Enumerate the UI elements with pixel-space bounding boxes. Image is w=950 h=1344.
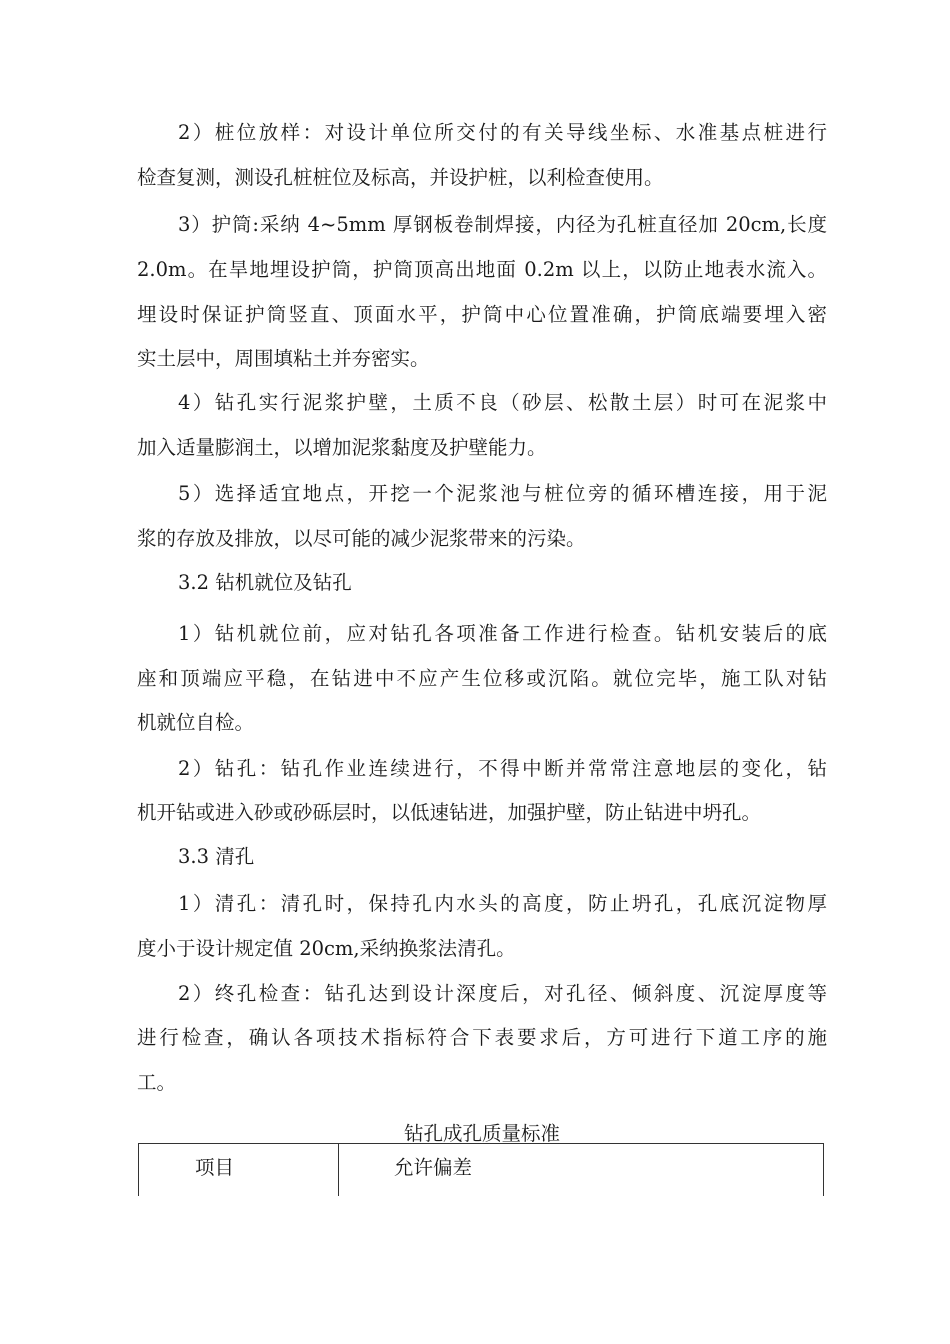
paragraph-final-inspection-line-1: 2）终孔检查：钻孔达到设计深度后，对孔径、倾斜度、沉淀厚度等 bbox=[178, 982, 827, 1005]
paragraph-final-inspection-line-3: 工。 bbox=[137, 1071, 177, 1094]
paragraph-pile-layout-line-1: 2）桩位放样：对设计单位所交付的有关导线坐标、水准基点桩进行 bbox=[178, 121, 827, 144]
paragraph-casing-line-1: 3）护筒:采纳 4~5mm 厚钢板卷制焊接，内径为孔桩直径加 20cm,长度 bbox=[178, 213, 827, 236]
paragraph-mud-wall-line-2: 加入适量膨润土，以增加泥浆黏度及护壁能力。 bbox=[137, 436, 547, 459]
table-header-item: 项目 bbox=[195, 1156, 235, 1179]
paragraph-mud-pit-line-1: 5）选择适宜地点，开挖一个泥浆池与桩位旁的循环槽连接，用于泥 bbox=[178, 482, 827, 505]
paragraph-rig-positioning-line-3: 机就位自检。 bbox=[137, 711, 255, 734]
table-column-divider bbox=[338, 1144, 339, 1196]
paragraph-casing-line-4: 实土层中，周围填粘土并夯密实。 bbox=[137, 347, 430, 370]
paragraph-drilling-line-1: 2）钻孔：钻孔作业连续进行，不得中断并常常注意地层的变化，钻 bbox=[178, 757, 827, 780]
paragraph-drilling-line-2: 机开钻或进入砂或砂砾层时，以低速钻进，加强护壁，防止钻进中坍孔。 bbox=[137, 801, 762, 824]
section-heading-3-3: 3.3 清孔 bbox=[178, 845, 255, 868]
paragraph-rig-positioning-line-1: 1）钻机就位前，应对钻孔各项准备工作进行检查。钻机安装后的底 bbox=[178, 622, 827, 645]
paragraph-casing-line-3: 埋设时保证护筒竖直、顶面水平，护筒中心位置准确，护筒底端要埋入密 bbox=[137, 303, 827, 326]
paragraph-mud-pit-line-2: 浆的存放及排放，以尽可能的减少泥浆带来的污染。 bbox=[137, 527, 586, 550]
section-heading-3-2: 3.2 钻机就位及钻孔 bbox=[178, 571, 352, 594]
quality-standard-table bbox=[138, 1143, 824, 1196]
paragraph-hole-cleaning-line-1: 1）清孔：清孔时，保持孔内水头的高度，防止坍孔，孔底沉淀物厚 bbox=[178, 892, 827, 915]
table-caption: 钻孔成孔质量标准 bbox=[403, 1122, 560, 1145]
paragraph-hole-cleaning-line-2: 度小于设计规定值 20cm,采纳换浆法清孔。 bbox=[137, 937, 516, 960]
paragraph-pile-layout-line-2: 检查复测，测设孔桩桩位及标高，并设护桩，以利检查使用。 bbox=[137, 166, 664, 189]
paragraph-mud-wall-line-1: 4）钻孔实行泥浆护壁，土质不良（砂层、松散土层）时可在泥浆中 bbox=[178, 391, 827, 414]
paragraph-rig-positioning-line-2: 座和顶端应平稳，在钻进中不应产生位移或沉陷。就位完毕，施工队对钻 bbox=[137, 667, 827, 690]
paragraph-final-inspection-line-2: 进行检查，确认各项技术指标符合下表要求后，方可进行下道工序的施 bbox=[137, 1026, 827, 1049]
paragraph-casing-line-2: 2.0m。在旱地埋设护筒，护筒顶高出地面 0.2m 以上，以防止地表水流入。 bbox=[137, 258, 827, 281]
table-header-tolerance: 允许偏差 bbox=[394, 1156, 473, 1179]
